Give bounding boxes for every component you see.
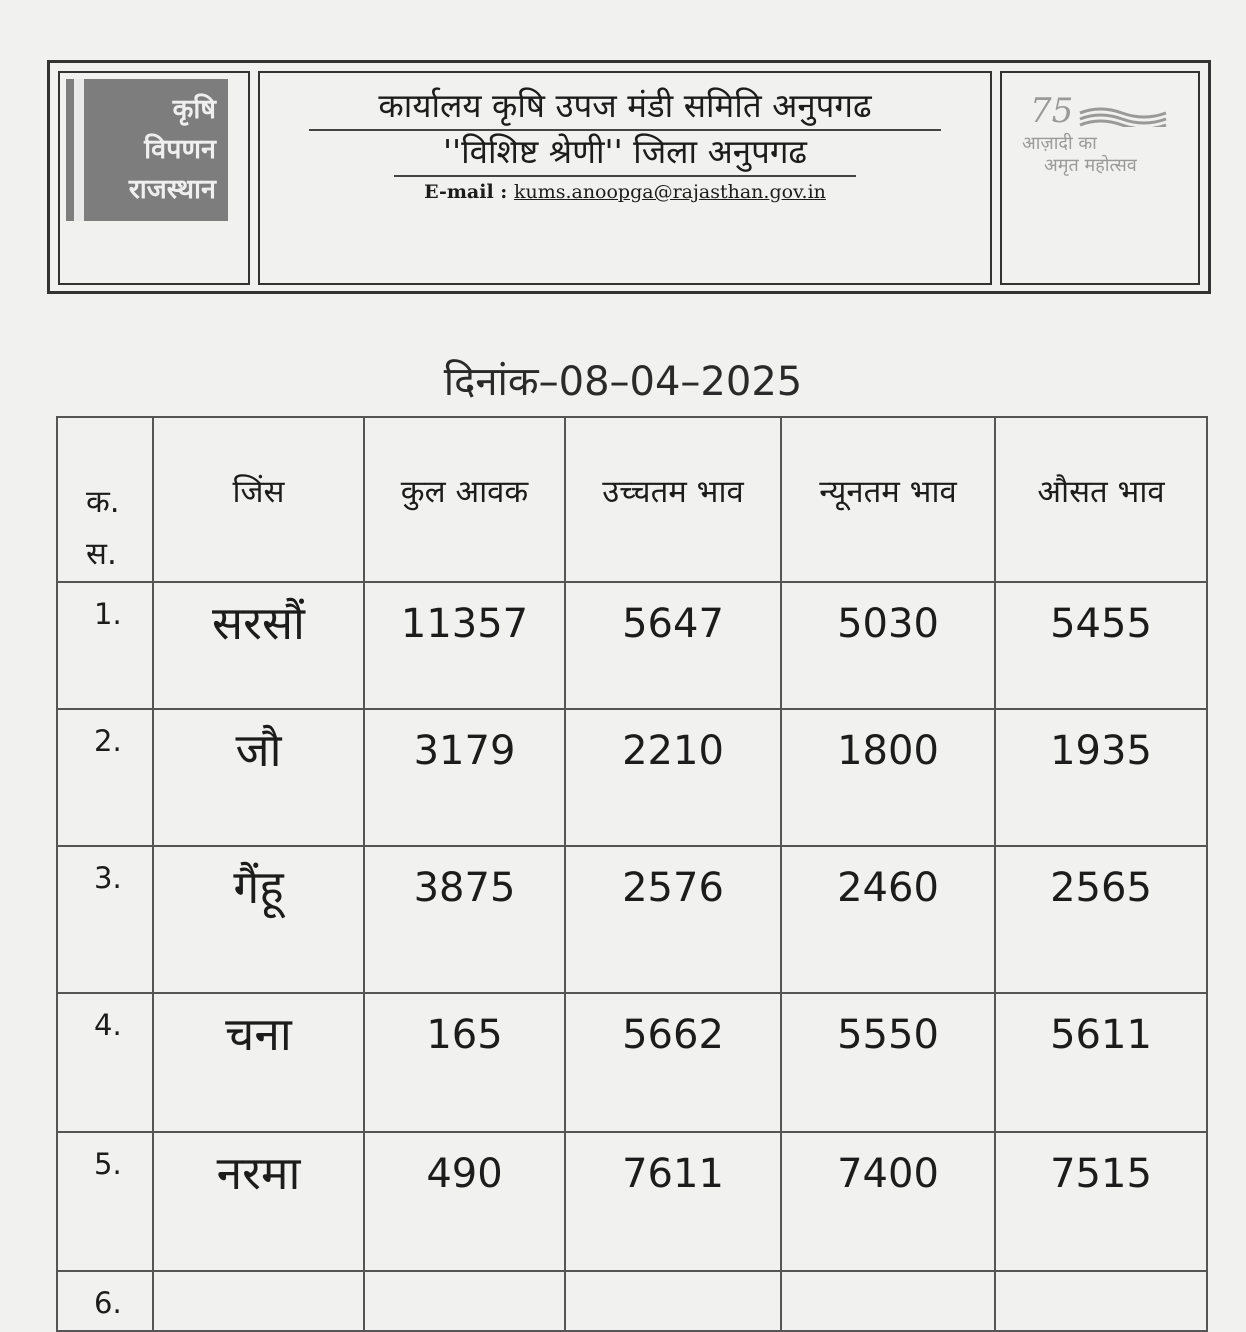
col-header-min-price: न्यूनतम भाव	[781, 417, 995, 582]
cell-max-price: 2576	[565, 846, 781, 993]
logo-line-1: कृषि	[172, 94, 216, 125]
office-email-line	[260, 181, 990, 203]
table-row	[57, 709, 1207, 846]
table-row	[57, 1132, 1207, 1271]
cell-crop	[153, 1271, 364, 1331]
table-row	[57, 1271, 1207, 1331]
logo-text-2: अमृत महोत्सव	[1044, 155, 1137, 176]
cell-arrival	[364, 1271, 565, 1331]
cell-avg-price: 1935	[995, 709, 1207, 846]
logo-line-3: राजस्थान	[128, 174, 216, 205]
office-title: कार्यालय कृषि उपज मंडी समिति अनुपगढ	[378, 86, 872, 125]
col-header-max-price: उच्चतम भाव	[565, 417, 781, 582]
cell-min-price: 2460	[781, 846, 995, 993]
cell-crop: गैंहू	[153, 846, 364, 993]
col-header-arrival: कुल आवक	[364, 417, 565, 582]
table-row	[57, 582, 1207, 709]
cell-sn: 6.	[57, 1271, 153, 1331]
cell-max-price: 5662	[565, 993, 781, 1132]
col-header-sn: क. स.	[57, 417, 153, 582]
table-row	[57, 993, 1207, 1132]
cell-sn: 2.	[57, 709, 153, 846]
cell-min-price: 7400	[781, 1132, 995, 1271]
mandi-rates-table	[56, 416, 1208, 1332]
cell-min-price: 5550	[781, 993, 995, 1132]
cell-avg-price: 7515	[995, 1132, 1207, 1271]
krishi-vipanan-logo	[58, 71, 250, 285]
logo-line-2: विपणन	[144, 134, 216, 165]
cell-avg-price	[995, 1271, 1207, 1331]
cell-max-price: 7611	[565, 1132, 781, 1271]
cell-crop: नरमा	[153, 1132, 364, 1271]
col-header-avg-price: औसत भाव	[995, 417, 1207, 582]
amrit-logo-graphic	[1022, 91, 1182, 181]
cell-crop: सरसौं	[153, 582, 364, 709]
email-link[interactable]: kums.anoopga@rajasthan.gov.in	[513, 181, 826, 203]
cell-crop: जौ	[153, 709, 364, 846]
office-subtitle: ''विशिष्ट श्रेणी'' जिला अनुपगढ	[442, 132, 808, 171]
cell-sn: 5.	[57, 1132, 153, 1271]
cell-avg-price: 5611	[995, 993, 1207, 1132]
cell-arrival: 11357	[364, 582, 565, 709]
cell-sn: 4.	[57, 993, 153, 1132]
cell-min-price: 5030	[781, 582, 995, 709]
cell-min-price: 1800	[781, 709, 995, 846]
azadi-amrit-mahotsav-logo	[1000, 71, 1200, 285]
subtitle-underline	[394, 175, 856, 177]
email-label: E-mail :	[424, 181, 508, 203]
letterhead	[47, 60, 1211, 294]
cell-arrival: 3179	[364, 709, 565, 846]
logo-stripe	[74, 79, 84, 221]
cell-arrival: 165	[364, 993, 565, 1132]
flag-wave-icon	[1078, 105, 1168, 127]
col-header-crop: जिंस	[153, 417, 364, 582]
cell-arrival: 490	[364, 1132, 565, 1271]
cell-max-price	[565, 1271, 781, 1331]
cell-sn: 3.	[57, 846, 153, 993]
logo-text-1: आज़ादी का	[1022, 133, 1097, 154]
office-title-block	[258, 71, 992, 285]
report-date: दिनांक–08–04–2025	[443, 359, 803, 405]
logo-number: 75	[1030, 91, 1074, 131]
cell-crop: चना	[153, 993, 364, 1132]
cell-sn: 1.	[57, 582, 153, 709]
cell-max-price: 5647	[565, 582, 781, 709]
cell-max-price: 2210	[565, 709, 781, 846]
logo-badge	[66, 79, 228, 221]
cell-avg-price: 2565	[995, 846, 1207, 993]
cell-min-price	[781, 1271, 995, 1331]
table-header-row	[57, 417, 1207, 582]
table-row	[57, 846, 1207, 993]
cell-avg-price: 5455	[995, 582, 1207, 709]
cell-arrival: 3875	[364, 846, 565, 993]
